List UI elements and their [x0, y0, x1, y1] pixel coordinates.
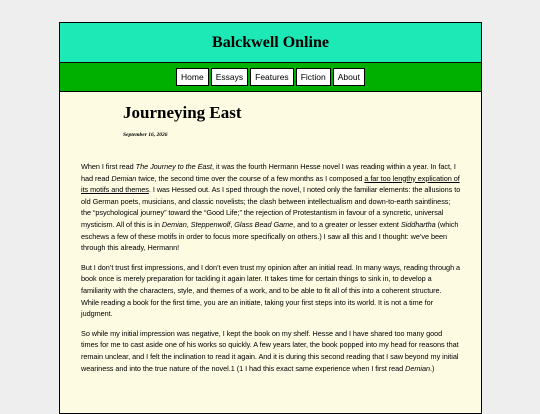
nav-essays[interactable]: Essays — [211, 68, 248, 86]
navbar — [60, 63, 481, 92]
text-run: So while my initial impression was negative, I kept the book on my shelf. Hesse and I have shared too many good times for me to cast aside one of his works so quickly. A few years later, the book popped into my head for reasons that remain unclear, and I felt the inclination to read it again. And it is during this second reading that I saw beyond my initial weariness and into the true nature of the novel.1 (1 I had this exact same experience when I first read — [81, 328, 459, 373]
book-title: Siddhartha — [400, 219, 436, 229]
page-container — [59, 22, 482, 414]
article-content — [60, 102, 481, 374]
book-title: The Journey to the East — [135, 162, 212, 171]
nav-fiction[interactable]: Fiction — [296, 68, 331, 86]
text-run: When I first read — [81, 162, 136, 171]
text-run: twice, the second time over the course of a few months as I composed — [136, 173, 365, 183]
book-title: Demian — [161, 219, 187, 229]
explication-link[interactable]: a far too lengthy explication of its motifs and themes — [81, 173, 460, 195]
article-paragraph-3 — [81, 328, 461, 374]
text-run: , — [230, 219, 235, 229]
text-run: . I was Hessed out. As I sped through the novel, I noted only the familiar elements: the allusions to old German poets, musicians, and classic novelists; the clash between intellectualism and down-to-earth saintliness; the “psychological journey” toward the “Good Life;” the rejection of Protestantism in favour of a syncretic, universal mysticism. All of this is in — [81, 185, 461, 229]
site-title[interactable]: Balckwell Online — [212, 33, 329, 51]
nav-features[interactable]: Features — [250, 68, 294, 86]
text-run: , — [186, 219, 191, 229]
text-run: , and to a greater or lesser extent — [293, 219, 401, 229]
book-title: Demian — [111, 173, 137, 183]
nav-home[interactable]: Home — [176, 68, 209, 86]
text-run: (which eschews a few of these motifs in order to focus more specifically on others.) I saw all this and I thought: we’ve been through this already, Hermann! — [81, 219, 459, 253]
article-paragraph-1 — [81, 161, 461, 254]
article-title: Journeying East — [123, 103, 242, 122]
text-run: .) — [430, 363, 435, 373]
article-date: September 16, 2026 — [123, 132, 168, 138]
text-run: , it was the fourth Hermann Hesse novel I was reading within a year. In fact, I had read — [81, 162, 456, 183]
article-paragraph-2: But I don’t trust first impressions, and I don’t even trust my opinion after an initial read. In many ways, reading through a book once is merely preparation for tackling it again later. It takes time for certain things to sink in, to develop a familiarity with the characters, style, and themes of a work, and to be able to fit all of this into a coherent structure. While reading a book for the first time, you are an initiate, taking your first steps into its world. It is not a time for judgment. — [81, 262, 461, 319]
book-title: Steppenwolf — [190, 219, 231, 229]
nav-about[interactable]: About — [333, 68, 365, 86]
book-title: Demian — [405, 363, 431, 373]
site-header — [60, 23, 481, 63]
book-title: Glass Bead Game — [234, 219, 294, 229]
